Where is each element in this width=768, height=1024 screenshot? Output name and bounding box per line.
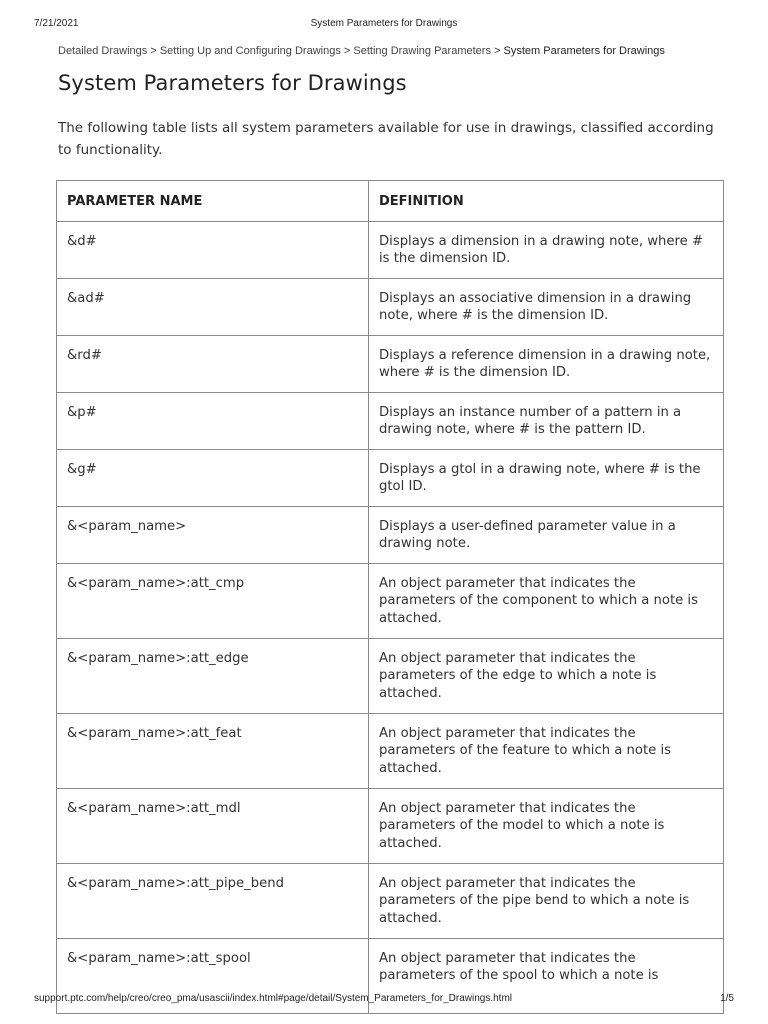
breadcrumb-current: System Parameters for Drawings (503, 45, 665, 57)
column-header-parameter-name: PARAMETER NAME (57, 181, 369, 222)
table-row (57, 278, 724, 335)
breadcrumb-separator: > (150, 45, 157, 57)
table-row (57, 638, 724, 713)
parameter-name-cell: &<param_name>:att_pipe_bend (57, 863, 369, 938)
definition-cell: Displays a dimension in a drawing note, where # is the dimension ID. (369, 221, 724, 278)
table-row (57, 788, 724, 863)
parameter-name-cell: &<param_name>:att_edge (57, 638, 369, 713)
parameter-name-cell: &rd# (57, 335, 369, 392)
parameter-name-cell: &g# (57, 449, 369, 506)
parameter-name-cell: &<param_name>:att_cmp (57, 563, 369, 638)
parameter-name-cell: &<param_name>:att_feat (57, 713, 369, 788)
table-row (57, 221, 724, 278)
definition-cell: An object parameter that indicates the parameters of the pipe bend to which a note is attached. (369, 863, 724, 938)
definition-cell: An object parameter that indicates the parameters of the spool to which a note is (369, 938, 724, 1013)
parameter-name-cell: &ad# (57, 278, 369, 335)
parameter-name-cell: &<param_name>:att_spool (57, 938, 369, 1013)
parameter-name-cell: &<param_name>:att_mdl (57, 788, 369, 863)
print-date: 7/21/2021 (34, 18, 79, 29)
table-row (57, 335, 724, 392)
print-footer (34, 993, 734, 1007)
table-row (57, 392, 724, 449)
table-row (57, 563, 724, 638)
table-row (57, 449, 724, 506)
definition-cell: An object parameter that indicates the parameters of the component to which a note is attached. (369, 563, 724, 638)
breadcrumb-separator: > (343, 45, 351, 57)
table-row (57, 863, 724, 938)
column-header-definition: DEFINITION (369, 181, 724, 222)
page-title: System Parameters for Drawings (58, 71, 407, 95)
breadcrumb-link-drawing-parameters[interactable]: Setting Drawing Parameters (353, 45, 491, 57)
breadcrumb-link-setting-up[interactable]: Setting Up and Configuring Drawings (159, 45, 341, 57)
definition-cell: Displays a reference dimension in a drawing note, where # is the dimension ID. (369, 335, 724, 392)
definition-cell: Displays an instance number of a pattern in a drawing note, where # is the pattern ID. (369, 392, 724, 449)
definition-cell: An object parameter that indicates the parameters of the model to which a note is attached. (369, 788, 724, 863)
parameter-name-cell: &<param_name> (57, 506, 369, 563)
parameter-name-cell: &p# (57, 392, 369, 449)
print-url: support.ptc.com/help/creo/creo_pma/usascii/index.html#page/detail/System_Parameters_for_Drawings.html (34, 993, 513, 1004)
parameters-table (56, 180, 724, 1014)
definition-cell: Displays an associative dimension in a drawing note, where # is the dimension ID. (369, 278, 724, 335)
intro-paragraph: The following table lists all system parameters available for use in drawings, classified according to functionality. (58, 120, 714, 158)
page-number: 1/5 (720, 993, 734, 1004)
table-row (57, 506, 724, 563)
definition-cell: An object parameter that indicates the parameters of the edge to which a note is attached. (369, 638, 724, 713)
breadcrumb-link-detailed-drawings[interactable]: Detailed Drawings (58, 45, 148, 57)
breadcrumb-separator: > (494, 45, 501, 57)
definition-cell: Displays a gtol in a drawing note, where # is the gtol ID. (369, 449, 724, 506)
print-page-title: System Parameters for Drawings (310, 18, 458, 29)
parameter-name-cell: &d# (57, 221, 369, 278)
definition-cell: An object parameter that indicates the parameters of the feature to which a note is attached. (369, 713, 724, 788)
table-header-row (57, 181, 724, 222)
table-row (57, 713, 724, 788)
breadcrumb (58, 45, 738, 57)
definition-cell: Displays a user-defined parameter value in a drawing note. (369, 506, 724, 563)
